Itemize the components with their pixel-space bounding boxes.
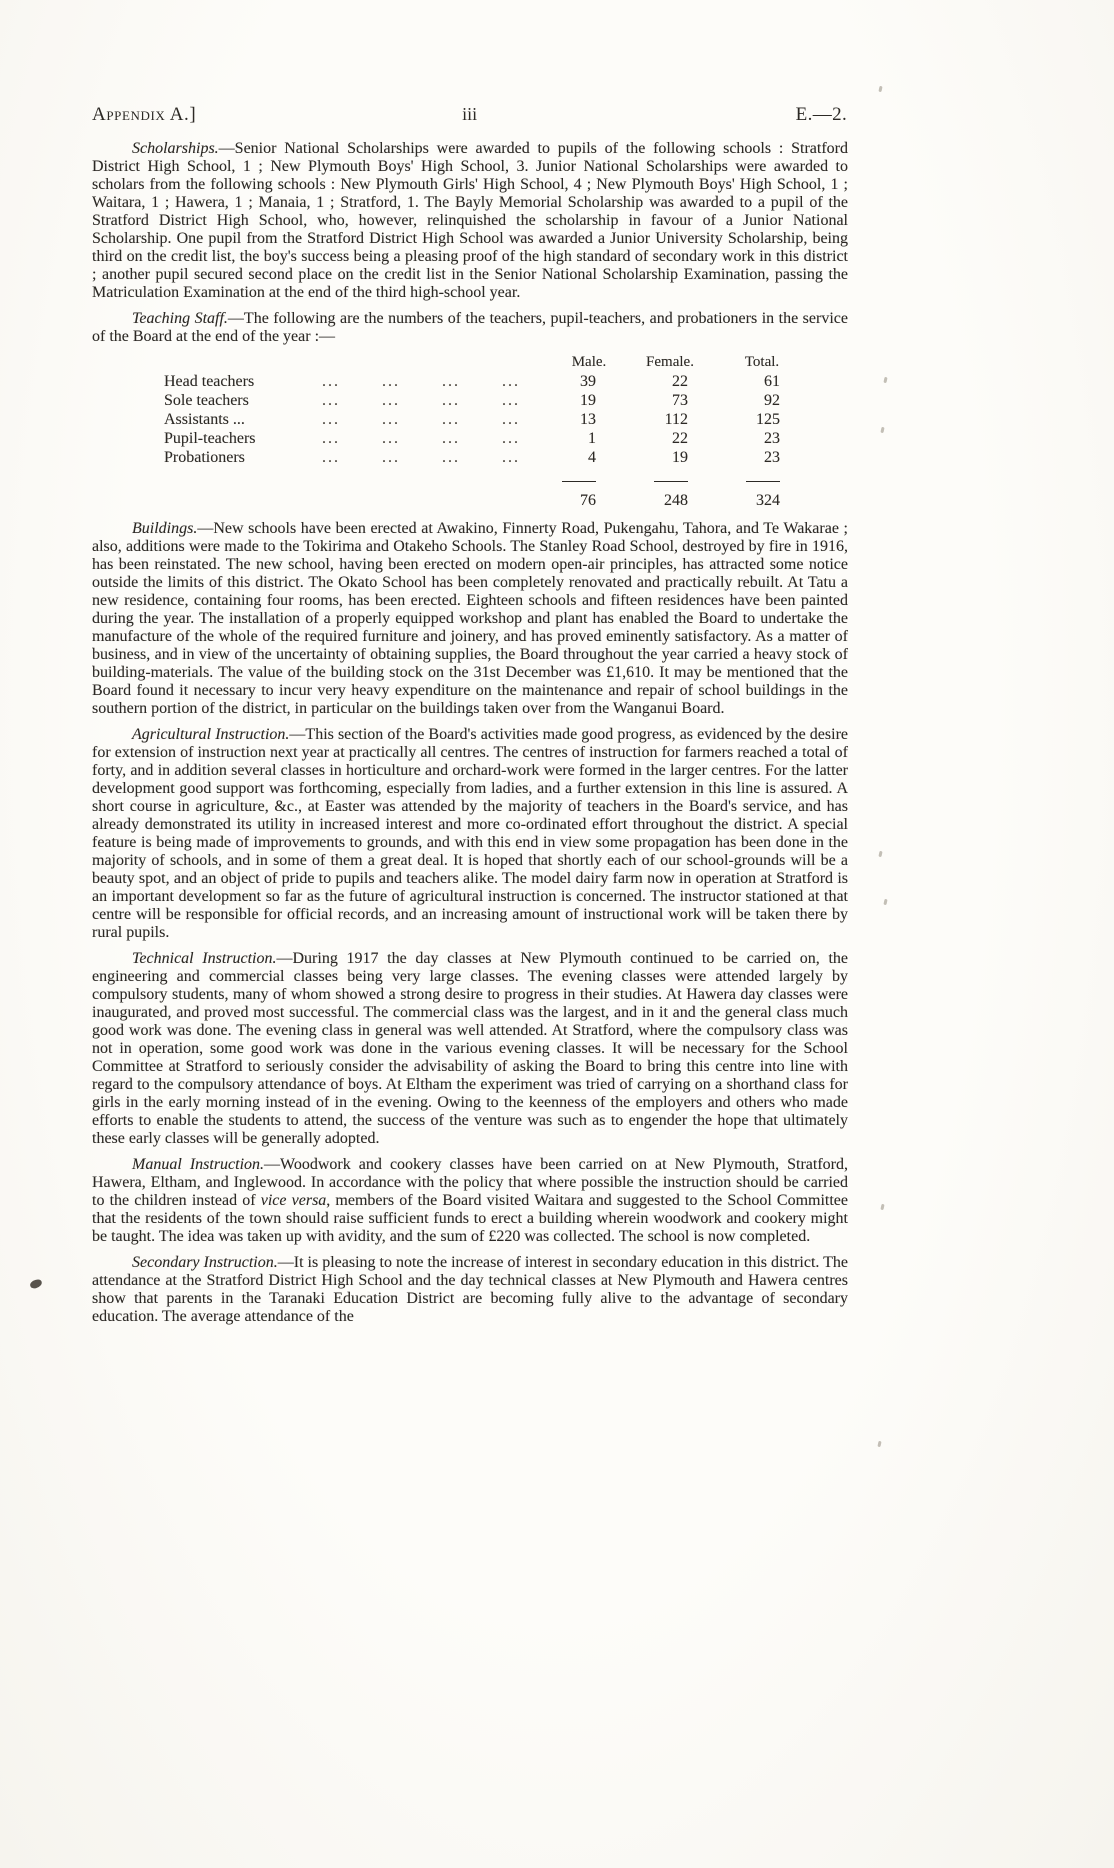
row-label: Sole teachers (164, 392, 249, 409)
table-sum-rules (164, 467, 848, 491)
total-male: 76 (580, 492, 596, 509)
leader-dots: ... (502, 411, 520, 428)
table-row (164, 410, 848, 429)
row-label: Probationers (164, 449, 245, 466)
paragraph-text: , members of the Board visited Waitara and suggested to the School Committee that the residents of the town should raise sufficient funds to erect a building wherein woodwork and cookery might be taught. The idea was taken up with avidity, and the sum of £220 was collected. The school is now completed. (92, 1192, 849, 1245)
column-header-male: Male. (571, 354, 607, 370)
appendix-label: Appendix A.] (92, 104, 197, 125)
paragraph-teaching-staff (92, 310, 848, 346)
paragraph-buildings (92, 520, 848, 718)
paragraph-text: —It is pleasing to note the increase of interest in secondary education in this district. The attendance at the Stratford District High School and the day technical classes at New Plymouth and Hawera centres show that parents in the Taranaki Education District are becoming fully alive to the advantage of secondary education. The average attendance of the (92, 1254, 849, 1325)
paragraph-text: —Senior National Scholarships were awarded to pupils of the following schools : Stratford District High School, 1 ; New Plymouth Boys' High School, 3. Junior National Scholarships were awarded to scholars from the following schools : New Plymouth Girls' High School, 4 ; New Plymouth Boys' High School, 1 ; Waitara, 1 ; Hawera, 1 ; Manaia, 1 ; Stratford, 1. The Bayly Memorial Scholarship was awarded to a pupil of the Stratford District High School, who, however, relinquished the scholarship in favour of a Junior National Scholarship. One pupil from the Stratford District High School was awarded a Junior University Scholarship, being third on the credit list, the boy's success being a pleasing proof of the high standard of secondary work in this district ; another pupil secured second place on the credit list in the Senior National Scholarship Examination, passing the Matriculation Examination at the end of the third high-school year. (92, 140, 848, 301)
cell-female: 22 (672, 430, 688, 447)
cell-male: 19 (580, 392, 596, 409)
page-header (92, 104, 848, 126)
table-header-row (164, 353, 848, 371)
leader-dots: ... (502, 430, 520, 447)
cell-total: 23 (764, 449, 780, 466)
section-lead-secondary: Secondary Instruction. (132, 1254, 278, 1271)
leader-dots: ... (322, 411, 340, 428)
scan-speck (880, 1204, 884, 1210)
leader-dots: ... (502, 449, 520, 466)
cell-male: 4 (588, 449, 596, 466)
paragraph-text: —The following are the numbers of the teachers, pupil-teachers, and probationers in the service of the Board at the end of the year :— (92, 310, 848, 345)
cell-female: 73 (672, 392, 688, 409)
cell-male: 39 (580, 373, 596, 390)
leader-dots: ... (322, 449, 340, 466)
paragraph-manual-instruction (92, 1156, 848, 1246)
leader-dots: ... (382, 411, 400, 428)
cell-female: 22 (672, 373, 688, 390)
document-page (92, 104, 848, 1326)
section-lead-technical: Technical Instruction. (132, 950, 277, 967)
row-label: Assistants ... (164, 411, 245, 428)
scan-speck (883, 377, 887, 383)
leader-dots: ... (382, 430, 400, 447)
leader-dots: ... (502, 373, 520, 390)
leader-dots: ... (322, 392, 340, 409)
cell-total: 92 (764, 392, 780, 409)
leader-dots: ... (442, 430, 460, 447)
table-totals-row (164, 491, 848, 510)
leader-dots: ... (442, 373, 460, 390)
paragraph-text: —Woodwork and cookery classes have been carried on at New Plymouth, Stratford, Hawera, Eltham, and Inglewood. In accordance with the policy that where possible the instruction should be carried to the children instead of (92, 1156, 848, 1209)
latin-phrase: vice versa (260, 1192, 327, 1209)
cell-total: 61 (764, 373, 780, 390)
total-female: 248 (664, 492, 688, 509)
sum-rule (562, 481, 596, 482)
paragraph-agricultural-instruction (92, 726, 848, 942)
paragraph-text: —This section of the Board's activities made good progress, as evidenced by the desire for extension of instruction next year at practically all centres. The centres of instruction for farmers reached a total of forty, and in addition several classes in horticulture and orchard-work were formed in the larger centres. For the latter development good support was forthcoming, especially from ladies, and a further extension in this line is assured. A short course in agriculture, &c., at Easter was attended by the majority of teachers in the Board's service, and has already demonstrated its utility in increased interest and more co-ordinated effort throughout the district. A special feature is being made of improvements to grounds, and with this end in view some propagation has been done in the majority of schools, and in some of them a great deal. It is hoped that shortly each of our school-grounds will be a beauty spot, and an object of pride to pupils and teachers alike. The model dairy farm now in operation at Stratford is an important development so far as the future of agricultural instruction is concerned. The instructor stationed at that centre will be responsible for official records, and an increasing amount of instructional work will be taken there by rural pupils. (92, 726, 848, 941)
scan-speck (883, 899, 887, 905)
page-number: iii (462, 104, 478, 124)
margin-ink-mark (29, 1279, 43, 1290)
row-label: Head teachers (164, 373, 255, 390)
leader-dots: ... (322, 373, 340, 390)
cell-male: 13 (580, 411, 596, 428)
report-code: E.—2. (795, 104, 848, 125)
scan-speck (877, 1441, 881, 1447)
cell-male: 1 (588, 430, 596, 447)
table-row (164, 372, 848, 391)
leader-dots: ... (502, 392, 520, 409)
table-row (164, 448, 848, 467)
paragraph-technical-instruction (92, 950, 848, 1148)
paragraph-text: —During 1917 the day classes at New Plymouth continued to be carried on, the engineering and commercial classes being very large classes. The evening classes were attended largely by compulsory students, many of whom showed a strong desire to progress in their studies. At Hawera day classes were inaugurated, and proved most successful. The commercial class was the largest, and in it and the general class much good work was done. The evening class in general was well attended. At Stratford, where the compulsory class was not in operation, some good work was done in the various evening classes. It will be necessary for the School Committee at Stratford to seriously consider the advisability of asking the Board to bring this centre into line with regard to the compulsory attendance of boys. At Eltham the experiment was tried of carrying on a shorthand class for girls in the early morning instead of in the evening. Owing to the keenness of the employers and others who made efforts to enable the students to attend, the success of the venture was such as to engender the hope that ultimately these early classes will be generally adopted. (92, 950, 848, 1147)
section-lead-agricultural: Agricultural Instruction. (132, 726, 290, 743)
section-lead-manual: Manual Instruction. (132, 1156, 265, 1173)
leader-dots: ... (322, 430, 340, 447)
leader-dots: ... (442, 449, 460, 466)
cell-female: 112 (664, 411, 688, 428)
sum-rule (746, 481, 780, 482)
section-lead-scholarships: Scholarships. (132, 140, 219, 157)
column-header-total: Total. (744, 354, 780, 370)
paragraph-scholarships (92, 140, 848, 302)
paragraph-secondary-instruction (92, 1254, 848, 1326)
leader-dots: ... (442, 411, 460, 428)
leader-dots: ... (382, 373, 400, 390)
cell-female: 19 (672, 449, 688, 466)
scan-speck (880, 427, 884, 433)
leader-dots: ... (442, 392, 460, 409)
section-lead-buildings: Buildings. (132, 520, 198, 537)
table-row (164, 391, 848, 410)
leader-dots: ... (382, 449, 400, 466)
row-label: Pupil-teachers (164, 430, 256, 447)
leader-dots: ... (382, 392, 400, 409)
sum-rule (654, 481, 688, 482)
teaching-staff-table (164, 353, 848, 510)
column-header-female: Female. (646, 354, 694, 370)
cell-total: 23 (764, 430, 780, 447)
total-total: 324 (756, 492, 780, 509)
section-lead-teaching-staff: Teaching Staff. (132, 310, 228, 327)
cell-total: 125 (756, 411, 780, 428)
table-row (164, 429, 848, 448)
scan-speck (878, 86, 882, 92)
scan-speck (878, 851, 882, 857)
paragraph-text: —New schools have been erected at Awakino, Finnerty Road, Pukengahu, Tahora, and Te Wakarae ; also, additions were made to the Tokirima and Otakeho Schools. The Stanley Road School, destroyed by fire in 1916, has been reinstated. The new school, having been erected on modern open-air principles, has attracted some notice outside the limits of this district. The Okato School has been completely renovated and practically rebuilt. At Tatu a new residence, containing four rooms, has been erected. Eighteen schools and fifteen residences have been painted during the year. The installation of a properly equipped workshop and plant has enabled the Board to undertake the manufacture of the whole of the required furniture and joinery, and has proved eminently satisfactory. As a matter of business, and in view of the uncertainty of obtaining supplies, the Board throughout the year carried a heavy stock of building-materials. The value of the building stock on the 31st December was £1,610. It may be mentioned that the Board found it necessary to incur very heavy expenditure on the maintenance and repair of school buildings in the southern portion of the district, in particular on the buildings taken over from the Wanganui Board. (92, 520, 848, 717)
